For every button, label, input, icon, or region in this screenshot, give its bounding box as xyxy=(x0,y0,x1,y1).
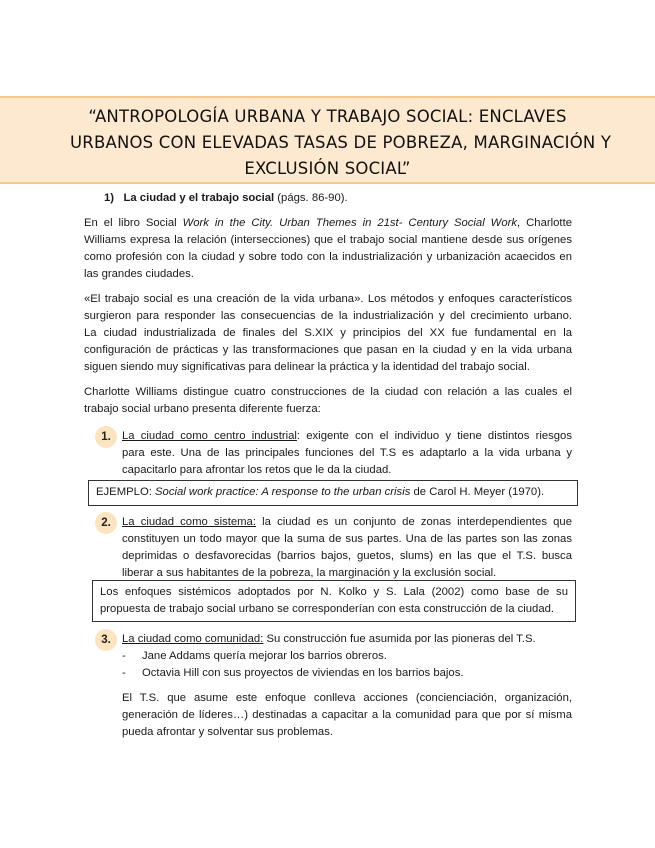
item-3-paragraph-line-3: pueda afrontar y solventar sus problemas. xyxy=(122,726,333,738)
item-1-term: La ciudad como centro industrial xyxy=(122,430,297,442)
paragraph-2-line-3: La ciudad industrializada de finales del S.XIX y principios del XX fue fundamental en la xyxy=(84,327,572,339)
item-3-badge: 3. xyxy=(95,629,117,651)
bullet-octavia-hill: Octavia Hill con sus proyectos de viviendas en los barrios bajos. xyxy=(142,667,464,679)
paragraph-2-line-4: configuración de prácticas y las transformaciones que pasan en la ciudad y en la vida urbana xyxy=(84,344,572,356)
item-2-line-4: liberar a sus habitantes de la pobreza, la marginación y la exclusión social. xyxy=(122,567,497,579)
item-1-line-1: La ciudad como centro industrial: exigente con el individuo y tiene distintos riesgos xyxy=(122,430,572,442)
systems-note-line-1: Los enfoques sistémicos adoptados por N. Kolko y S. Lala (2002) como base de su xyxy=(100,586,568,598)
paragraph-1-line-1: En el libro Social Work in the City. Urban Themes in 21st- Century Social Work, Charlotte xyxy=(84,217,572,229)
item-1-text xyxy=(122,428,572,479)
document-title xyxy=(70,104,612,182)
paragraph-3 xyxy=(84,384,572,418)
example-author: de Carol H. Meyer (1970). xyxy=(410,486,545,498)
item-3-line-1: La ciudad como comunidad: Su construcción fue asumida por las pioneras del T.S. xyxy=(122,633,536,645)
systems-note-text xyxy=(100,584,568,618)
item-2-term: La ciudad como sistema: xyxy=(122,516,256,528)
bullet-dash-1: - xyxy=(122,650,126,662)
systems-note-line-2: propuesta de trabajo social urbano se corresponderían con esta construcción de la ciudad. xyxy=(100,603,555,615)
item-2-line-2: constituyen un todo mayor que la suma de sus partes. Una de las partes son las zonas xyxy=(122,533,572,545)
section-number: 1) xyxy=(104,192,115,204)
paragraph-2 xyxy=(84,291,572,376)
paragraph-1 xyxy=(84,215,572,283)
item-2-line-3: deprimidas o desfavorecidas (barrios bajos, guetos, slums) en las que el T.S. busca xyxy=(122,550,572,562)
item-1-line-2: para este. Una de las principales funciones del T.S es adaptarlo a la vida urbana y xyxy=(122,447,572,459)
paragraph-2-line-1: «El trabajo social es una creación de la vida urbana». Los métodos y enfoques característicos xyxy=(84,293,572,305)
item-3-paragraph-line-1: El T.S. que asume este enfoque conlleva acciones (concienciación, organización, xyxy=(122,692,572,704)
bullet-dash-2: - xyxy=(122,667,126,679)
item-2-badge: 2. xyxy=(95,512,117,534)
paragraph-1-line-4: las grandes ciudades. xyxy=(84,268,194,280)
title-line-2: URBANOS CON ELEVADAS TASAS DE POBREZA, MARGINACIÓN Y xyxy=(70,133,612,152)
item-2-line-1: La ciudad como sistema: la ciudad es un conjunto de zonas interdependientes que xyxy=(122,516,572,528)
paragraph-3-line-1: Charlotte Williams distingue cuatro construcciones de la ciudad con relación a las cuales el xyxy=(84,386,572,398)
title-line-1: “ANTROPOLOGÍA URBANA Y TRABAJO SOCIAL: ENCLAVES xyxy=(88,107,567,126)
section-heading xyxy=(104,190,348,207)
item-3-paragraph xyxy=(122,690,572,741)
bullet-jane-addams: Jane Addams quería mejorar los barrios obreros. xyxy=(142,650,387,662)
paragraph-3-line-2: trabajo social urbano presenta diferente fuerza: xyxy=(84,403,321,415)
example-label: EJEMPLO: xyxy=(96,486,156,498)
item-3-paragraph-line-2: generación de líderes…) destinadas a capacitar a la comunidad para que por sí misma xyxy=(122,709,572,721)
paragraph-1-line-3: como profesión con la ciudad y sobre todo con la industrialización y urbanización acaecidos en xyxy=(84,251,572,263)
title-line-3: EXCLUSIÓN SOCIAL” xyxy=(244,159,411,178)
item-1-line-3: capacitarlo para afrontar los retos que le da la ciudad. xyxy=(122,464,392,476)
example-work-title: Social work practice: A response to the urban crisis xyxy=(155,486,411,498)
paragraph-1-line-2: Williams expresa la relación (intersecciones) que el trabajo social mantiene desde sus orígenes xyxy=(84,234,572,246)
paragraph-2-line-5: siguen siendo muy significativas para delinear la práctica y la identidad del trabajo social. xyxy=(84,361,530,373)
paragraph-2-line-2: surgieron para responder las consecuencias de la industrialización y del crecimiento urbano. xyxy=(84,310,572,322)
example-text xyxy=(96,484,544,501)
item-1-badge: 1. xyxy=(95,426,117,448)
item-2-text xyxy=(122,514,572,582)
item-3-term: La ciudad como comunidad: xyxy=(122,633,264,645)
section-pages: (págs. 86-90). xyxy=(274,192,348,204)
section-heading-text: La ciudad y el trabajo social xyxy=(123,192,275,204)
